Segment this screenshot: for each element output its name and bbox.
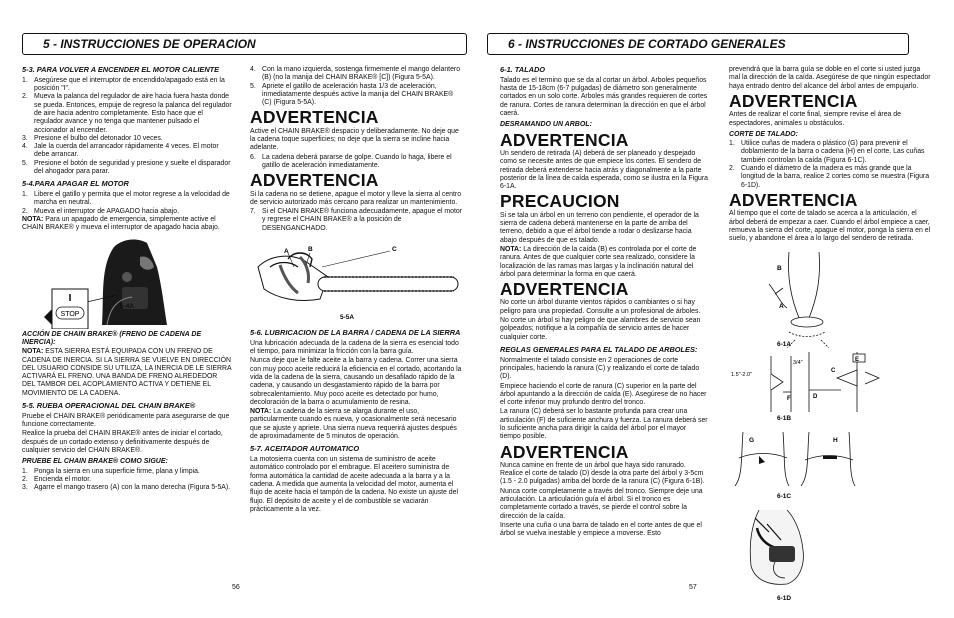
figure-caption: 6-1C [777, 493, 792, 501]
warning-heading: ADVERTENCIA [500, 441, 629, 462]
dimension-label: 3/4" [793, 360, 803, 367]
list-item: 2. Encienda el motor. [22, 475, 92, 483]
subsection-title: PRUEBE EL CHAIN BRAKE® COMO SIGUE: [22, 458, 168, 466]
label-c: C [831, 368, 836, 375]
figure-5-4a [22, 237, 232, 329]
chainsaw-switch-illustration [22, 237, 232, 329]
left-column-1 [22, 66, 232, 493]
paragraph: La motosierra cuenta con un sistema de suministro de aceite automático controlado por el embrague. El aceitero suministra de forma automática la cantidad de aceite adecuada a la barra y a la cadena. A medida que aumenta la velocidad del motor, aumenta el flujo de aceite hacia el tampón de la cadena. No existe un ajuste del flujo. El depósito de aceite y el de combustible se vaciarán prácticamente a la vez. [250, 456, 459, 513]
list-item: 5. Apriete el gatillo de aceleración hasta 1/3 de aceleración, inmediatamente después active la manija del CHAIN BRAKE® (C) (Figura 5-5A). [250, 82, 454, 107]
note: NOTA: La dirección de la caída (B) es controlada por el corte de ranura. Antes de que cualquier corte sea realizado, considere la localización de las ramas mas largas y la inclinación natural del árbol para determinar la forma en que caerá. [500, 245, 697, 278]
label-a: A [779, 303, 784, 311]
section-title: ACCIÓN DE CHAIN BRAKE® (FRENO DE CADENA DE INERCIA): [22, 330, 202, 346]
warning-text: Active el CHAIN BRAKE® despacio y deliberadamente. No deje que la cadena toque superficies; no deje que la sierra se incline hacia adelante. [250, 127, 459, 152]
list-item: 2. Mueva el interruptor de APAGADO hacia abajo. [22, 207, 180, 215]
warning-text: No corte un árbol si hay peligro de que alambres de servicio sean golpeados; notifique a la compañía de servicio antes de hacer cualquier corte. [500, 317, 701, 341]
list-item: 4. Jale la cuerda del arrancador rápidamente 4 veces. El motor debe arrancar. [22, 143, 219, 159]
label-c: C [392, 245, 397, 253]
paragraph: Normalmente el talado consiste en 2 operaciones de corte principales, haciendo la ranura (C) y realizando el corte de talado (D). [500, 356, 700, 381]
list-item: 1. Libere el gatillo y permita que el motor regrese a la velocidad de marcha en neutral. [22, 191, 230, 207]
section-title: 5-5. RUEBA OPERACIONAL DEL CHAIN BRAKE® [22, 401, 196, 410]
section-header: 5 - INSTRUCCIONES DE OPERACION [22, 33, 467, 55]
section-title: 5-3. PARA VOLVER A ENCENDER EL MOTOR CALIENTE [22, 65, 220, 74]
warning-heading: ADVERTENCIA [250, 107, 379, 128]
warning-heading: ADVERTENCIA [250, 170, 379, 191]
list-item: 1. Utilice cuñas de madera o plástico (G) para prevenir el doblamiento de la barra o cadena (H) en el corte. Las cuñas también controlan la caída (Figura 6-1C). [729, 140, 925, 164]
label-g: G [749, 437, 755, 445]
list-item: 2. Mueva la palanca del regulador de aire hacia fuera hasta donde se pueda. Entonces, empuje de regreso la palanca del regulador de aire hacia adentro completamente. Esto hace que el regulador avance y no tenga que mantener pulsado el accionador al encender. [22, 93, 232, 134]
paragraph: Una lubricación adecuada de la cadena de la sierra es esencial todo el tiempo, para minimizar la fricción con la barra guía. [250, 339, 459, 356]
figure-6-1a [769, 252, 829, 348]
felling-figures [729, 248, 931, 602]
warning-text: Nunca corte completamente a través del tronco. Siempre deje una articulación. La articulación guía el árbol. Si el tronco es completamente cortado a través, se pierde el control sobre la dirección de la caída. [500, 487, 703, 520]
list-item: 1. Ponga la sierra en una superficie firme, plana y limpia. [22, 467, 200, 475]
label-e: E [855, 357, 860, 364]
paragraph: prevendrá que la barra guía se doble en el corte si usted juzga mal la dirección de la caída. Asegúrese de que ningún espectador haya entrado dentro del alcance del árbol antes de empujarlo. [729, 66, 931, 90]
warning-heading: ADVERTENCIA [729, 90, 858, 111]
chain-brake-test-illustration [250, 237, 464, 325]
warning-heading: ADVERTENCIA [729, 189, 858, 210]
figure-6-1d [750, 510, 803, 602]
switch-on-label: I [68, 292, 72, 304]
page-number: 57 [689, 584, 697, 591]
page-number: 56 [232, 584, 240, 591]
list-item: 7. Si el CHAIN BRAKE® funciona adecuadamente, apague el motor y regrese el CHAIN BRAKE® a la posición de DESENGANCHADO. [250, 208, 463, 232]
figure-6-1c [735, 432, 855, 500]
section-title: 5-7. ACEITADOR AUTOMATICO [250, 444, 360, 454]
right-column-1 [500, 66, 708, 539]
figure-6-1b [731, 352, 879, 422]
list-item: 2. Cuando el diámetro de la madera es más grande que la longitud de la barra, realice 2 cortes como se muestra (Figura 6-1D). [729, 165, 930, 189]
warning-text: Un sendero de retirada (A) deberá de ser planeado y despejado como se necesite antes de que empiece los cortes. El sendero de retirada deberá extenderse hacia atrás y diagonalmente a la parte posterior de la línea de caída esperada, como se ilustra en la Figura 6-1A. [500, 150, 708, 191]
warning-text: Al tiempo que el corte de talado se acerca a la articulación, el árbol deberá de empezar a caer. Cuando el árbol empiece a caer, remueva la sierra del corte, apague el motor, ponga la sierra en el suelo, y abandone el área a lo largo del sendero de retirada. [729, 210, 931, 243]
section-title: 5-4.PARA APAGAR EL MOTOR [22, 179, 129, 189]
subsection-title: DESRAMANDO UN ARBOL: [500, 121, 592, 129]
section-title: REGLAS GENERALES PARA EL TALADO DE ARBOLES: [500, 344, 698, 354]
warning-text: No corte un árbol durante vientos rápidos o cambiantes o si hay peligro para una propiedad. Consulte a un profesional de árboles. [500, 299, 701, 315]
figure-caption: 6-1B [777, 415, 792, 423]
figure-caption: 5-4A [120, 302, 135, 310]
paragraph: La ranura (C) deberá ser lo bastante profunda para crear una articulación (F) de suficiente anchura y fuerza. La ranura deberá ser lo suficiente ancha para dirigir la caída del árbol por el mayor tiempo posible. [500, 408, 708, 441]
paragraph: Talado es el termino que se da al cortar un árbol. Arboles pequeños hasta de 15-18cm (6-7 pulgadas) de diámetro son generalmente cortados en un solo corte. Arboles más grandes requieren de cortes de ranura. Cortes de ranura determinan la dirección en que el árbol caerá. [500, 76, 708, 117]
figure-caption: 6-1D [777, 595, 792, 603]
list-item: 6. La cadena deberá pararse de golpe. Cuando lo haga, libere el gatillo de aceleración inmediatamente. [250, 153, 452, 169]
switch-stop-label: STOP [60, 310, 80, 318]
paragraph: Realice la prueba del CHAIN BRAKE® antes de iniciar el cortado, después de un cortado extenso y definitivamente después de cualquier servicio del CHAIN BRAKE®. [22, 430, 223, 454]
label-f: F [787, 396, 791, 403]
warning-text: Si la cadena no se detiene, apague el motor y lleve la sierra al centro de servicio autorizado más cercano para realizar un mantenimiento. [250, 190, 462, 206]
paragraph: Nunca deje que le falte aceite a la barra y cadena. Correr una sierra con muy poco aceite reducirá la eficiencia en el cortado, acortando la vida de la cadena de la sierra, causando un desafilado rápido de la cadena, y causando un desgastamiento rápido de la barra por sobrecalentamiento. Muy poco aceite es detectado por humo, decoloración de la barra o acumulamiento de resina. [250, 357, 462, 406]
warning-text: Nunca camine en frente de un árbol que haya sido ranurado. Realice el corte de talado (D) desde la otra parte del árbol y 3-5cm (1.5 - 2.0 pulgadas) arriba del borde de la ranura (C) (Figura 6-1B). [500, 461, 705, 486]
numbered-list [22, 77, 232, 176]
warning-heading: ADVERTENCIA [500, 129, 629, 150]
section-title: 6-1. TALADO [500, 65, 546, 74]
note: NOTA: La cadena de la sierra se alarga durante el uso, particularmente cuando es nueva, y ocasionalmente será necesario que se ajuste y apriete. Una sierra nueva requerirá ajustes después de aproximadamente de 5 minutos de operación. [250, 408, 457, 440]
note: NOTA: Para un apagado de emergencia, simplemente active el CHAIN BRAKE® y mueva el interruptor de apagado hacia abajo. [22, 215, 220, 232]
subsection-title: CORTE DE TALADO: [729, 130, 798, 138]
label-b: B [308, 245, 313, 253]
caution-text: Si se tala un árbol en un terreno con pendiente, el operador de la sierra de cadena deberá mantenerse en la parte de arriba del terreno, debido a que el árbol tiende a rodar o deslizarse hacia abajo después de que es talado. [500, 211, 699, 244]
caution-heading: PRECAUCION [500, 191, 620, 212]
label-b: B [777, 265, 782, 273]
paragraph: Pruebe el CHAIN BRAKE® periódicamente para asegurarse de que funcione correctamente. [22, 412, 230, 429]
dimension-label: 1.5"-2.0" [731, 372, 753, 379]
warning-text: Inserte una cuña o una barra de talado en el corte antes de que el árbol se vuelva inestable y empiece a moverse. Esto [500, 521, 702, 538]
note: NOTA: ESTA SIERRA ESTÁ EQUIPADA CON UN FRENO DE CADENA DE INERCIA. SI LA SIERRA SE VUELVE EN DIRECCIÓN DEL USUARIO CONSIDE SU UTILIZA, LA INERCIA DE LE SIERRA ACTIVARÁ EL FRENO. UNA BANDA DE FRENO ALREDEDOR DEL TAMBOR DEL ACOPLAMIENTO ACTIVA Y DETIENE EL MOVIMIENTO DE LA CADENA. [22, 348, 232, 397]
section-title: 5-6. LUBRICACION DE LA BARRA / CADENA DE LA SIERRA [250, 327, 461, 337]
label-h: H [833, 437, 838, 445]
figure-caption: 5-5A [340, 313, 355, 321]
list-item: 3. Presione el bulbo del detonador 10 veces. [22, 134, 163, 142]
section-header: 6 - INSTRUCCIONES DE CORTADO GENERALES [487, 33, 909, 55]
right-page [477, 0, 954, 618]
list-item: 5. Presione el botón de seguridad y presione y suelte el disparador del ahogador para parar. [22, 159, 231, 175]
list-item: 1. Asegúrese que el interruptor de encendido/apagado está en la posición "I". [22, 76, 225, 93]
paragraph: Empiece haciendo el corte de ranura (C) superior en la parte del árbol apuntando a la dirección de caída (E). Asegúrese de no hacer el corte inferior muy profundo dentro del tronco. [500, 382, 707, 407]
figure-5-5a [250, 237, 464, 325]
list-item: 3. Agarre el mango trasero (A) con la mano derecha (Figura 5-5A). [22, 484, 231, 492]
warning-text: Antes de realizar el corte final, siempre revise el área de espectadores, animales u obstáculos. [729, 111, 901, 127]
label-d: D [813, 394, 818, 401]
list-item: 4. Con la mano izquierda, sostenga firmemente el mango delantero (B) (no la manija del CHAIN BRAKE® [C]) (Figura 5-5A). [250, 66, 461, 82]
figure-caption: 6-1A [777, 341, 792, 349]
right-column-2 [729, 66, 931, 606]
left-column-2 [250, 66, 464, 515]
label-a: A [284, 247, 289, 255]
warning-heading: ADVERTENCIA [500, 279, 629, 300]
